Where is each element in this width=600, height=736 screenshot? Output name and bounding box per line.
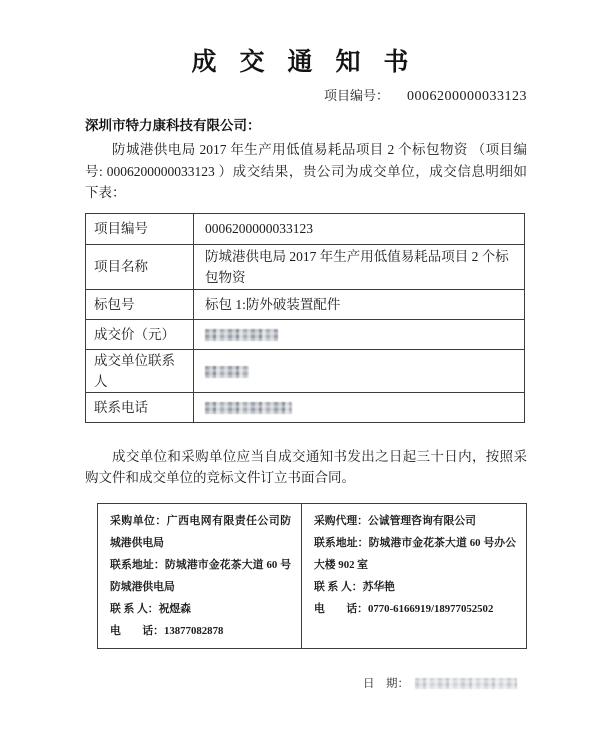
agent-contact-person <box>314 576 516 598</box>
purchaser-cell <box>98 503 302 648</box>
table-row <box>86 244 525 289</box>
date-label: 日 期： <box>363 677 409 690</box>
date-line <box>85 675 527 691</box>
field-label: 联 系 人： <box>110 602 159 615</box>
award-info-table <box>85 213 525 423</box>
contact-info-table <box>97 503 527 649</box>
table-row <box>86 349 525 392</box>
row-value: 防城港供电局 2017 年生产用低值易耗品项目 2 个标包物资 <box>194 244 525 289</box>
row-label: 成交价（元） <box>86 319 194 349</box>
field-value: 防城港市金花茶大道 60 号防城港供电局 <box>110 558 291 593</box>
project-number-line <box>85 85 527 105</box>
redacted-phone-number <box>205 402 292 414</box>
field-label: 电 话： <box>314 602 368 615</box>
field-value: 13877082878 <box>163 624 224 637</box>
redacted-contact-name <box>205 366 249 378</box>
field-label: 采购单位： <box>110 514 167 527</box>
field-label: 联系地址： <box>314 536 369 549</box>
table-row <box>86 213 525 244</box>
row-label: 项目编号 <box>86 213 194 244</box>
row-label: 联系电话 <box>86 392 194 422</box>
row-value-redacted <box>194 319 525 349</box>
agent-address <box>314 532 516 576</box>
field-label: 采购代理： <box>314 514 368 527</box>
field-value: 防城港市金花茶大道 60 号办公大楼 902 室 <box>314 536 516 571</box>
field-value: 苏华艳 <box>362 580 395 593</box>
purchaser-unit <box>110 510 291 554</box>
redacted-price-value <box>205 329 278 341</box>
field-label: 电 话： <box>110 624 164 637</box>
project-number-label: 项目编号： <box>323 88 389 103</box>
agent-phone <box>314 598 516 620</box>
table-row <box>86 392 525 422</box>
purchaser-phone <box>110 620 291 642</box>
purchaser-address <box>110 554 291 598</box>
table-row <box>98 503 527 648</box>
field-label: 联 系 人： <box>314 580 363 593</box>
table-row <box>86 289 525 319</box>
row-value-redacted <box>194 392 525 422</box>
redacted-date-value <box>415 678 517 689</box>
field-value: 0770-6166919/18977052502 <box>367 602 494 615</box>
notice-paragraph: 成交单位和采购单位应当自成交通知书发出之日起三十日内，按照采购文件和成交单位的竞标文件订立书面合同。 <box>85 448 527 485</box>
field-value: 广西电网有限责任公司防城港供电局 <box>110 514 291 549</box>
field-value: 祝煜森 <box>158 602 191 615</box>
table-row <box>86 319 525 349</box>
recipient-company: 深圳市特力康科技有限公司： <box>85 118 261 133</box>
project-number-value: 0006200000033123 <box>407 89 527 104</box>
agent-cell <box>302 503 527 648</box>
document-title: 成交通知书 <box>191 49 432 76</box>
field-label: 联系地址： <box>110 558 165 571</box>
agent-unit <box>314 510 516 532</box>
row-label: 标包号 <box>86 289 194 319</box>
row-label: 项目名称 <box>86 244 194 289</box>
intro-paragraph: 防城港供电局 2017 年生产用低值易耗品项目 2 个标包物资 （项目编号: 0006200000033123 ）成交结果，贵公司为成交单位，成交信息明细如下表： <box>85 142 527 200</box>
row-label: 成交单位联系人 <box>86 349 194 392</box>
field-value: 公诚管理咨询有限公司 <box>367 514 476 527</box>
row-value: 标包 1:防外破装置配件 <box>194 289 525 319</box>
row-value: 0006200000033123 <box>194 213 525 244</box>
row-value-redacted <box>194 349 525 392</box>
purchaser-contact-person <box>110 598 291 620</box>
